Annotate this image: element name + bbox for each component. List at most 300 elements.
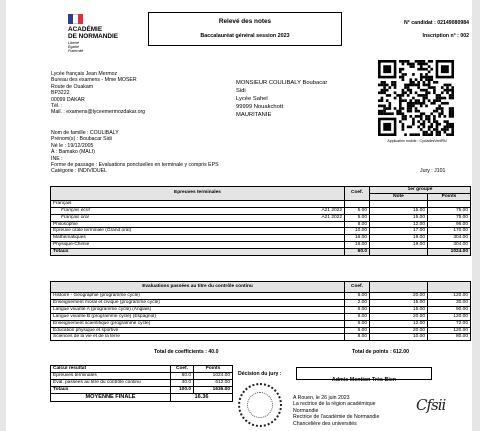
qr-module (381, 97, 384, 100)
qr-module (415, 99, 418, 102)
sender-line: Lycée français Jean Mermoz (51, 71, 118, 77)
qr-module (423, 99, 426, 102)
identity-line: Prénom(s) : Boubacar Sidi (51, 136, 112, 143)
qr-caption: Application mobile : CycladesVerifRN (387, 139, 447, 143)
qr-module (417, 115, 420, 118)
qr-module (399, 70, 402, 73)
qr-module (383, 84, 386, 87)
qr-module (378, 91, 381, 94)
table-header-row (51, 366, 233, 373)
qr-module (433, 120, 436, 123)
qr-module (451, 112, 454, 115)
qr-module (428, 118, 431, 121)
qr-module (438, 123, 441, 126)
table-row (51, 320, 471, 327)
qr-module (451, 133, 454, 136)
qr-module (436, 110, 439, 113)
qr-module (425, 91, 428, 94)
table-header-row (51, 282, 471, 293)
qr-module (407, 110, 410, 113)
qr-module (399, 99, 402, 102)
qr-module (417, 120, 420, 123)
qr-module (423, 68, 426, 71)
qr-module (404, 99, 407, 102)
qr-module (446, 84, 449, 87)
qr-module (417, 81, 420, 84)
qr-module (404, 115, 407, 118)
qr-module (407, 84, 410, 87)
qr-module (383, 112, 386, 115)
qr-module (425, 118, 428, 121)
qr-module (383, 105, 386, 108)
average-value: 16.36 (171, 393, 233, 401)
qr-module (444, 97, 447, 100)
qr-module (415, 60, 418, 63)
qr-module (423, 63, 426, 66)
qr-module (409, 81, 412, 84)
qr-module (446, 126, 449, 129)
points-cell (428, 200, 471, 207)
decision-box (296, 367, 432, 383)
qr-module (425, 105, 428, 108)
logo (68, 14, 128, 62)
qr-module (446, 133, 449, 136)
subject-cell: Langue vivante A (programme cycle) (Anglais) (51, 306, 345, 313)
qr-module (444, 131, 447, 134)
subject-cell: Français (51, 200, 345, 207)
qr-module (430, 123, 433, 126)
qr-module (412, 63, 415, 66)
qr-module (441, 86, 444, 89)
qr-module (451, 115, 454, 118)
subject-cell: Mathématiques (51, 235, 345, 242)
qr-module (451, 107, 454, 110)
points-cell: 120.00 (428, 327, 471, 334)
qr-module (402, 107, 405, 110)
sender-line: Mail. : examens@lyceemermozdakar.org (51, 109, 146, 116)
result-total-label: Totaux (51, 386, 171, 393)
qr-module (438, 131, 441, 134)
points-cell: 120.00 (428, 313, 471, 320)
qr-module (430, 68, 433, 71)
qr-module (399, 102, 402, 105)
note-cell: 20.00 (370, 293, 428, 300)
qr-module (402, 128, 405, 131)
coef-cell: 6.00 (345, 327, 370, 334)
qr-module (415, 84, 418, 87)
qr-module (404, 133, 407, 136)
qr-module (399, 110, 402, 113)
qr-module (438, 112, 441, 115)
qr-module (441, 110, 444, 113)
total-row (51, 386, 233, 393)
coef-cell: 16.00 (345, 242, 370, 249)
cc-coef-header: Coef. (345, 282, 370, 293)
qr-module (383, 107, 386, 110)
points-cell: 80.00 (428, 334, 471, 341)
subject-cell: Enseignement scientifique (programme cycle) (51, 320, 345, 327)
sender-line: Bureau des examens - Mme MOSER (51, 77, 137, 84)
qr-module (391, 81, 394, 84)
qr-module (415, 110, 418, 113)
qr-module (425, 73, 428, 76)
result-total-points: 1636.00 (194, 386, 233, 393)
qr-module (402, 94, 405, 97)
qr-module (449, 126, 452, 129)
note-cell: 20.00 (370, 313, 428, 320)
qr-module (423, 102, 426, 105)
total-note-empty (370, 249, 428, 256)
signature-line: Chancelière des universités (293, 420, 357, 427)
qr-module (436, 94, 439, 97)
qr-module (430, 102, 433, 105)
qr-module (409, 89, 412, 92)
qr-module (409, 91, 412, 94)
identity-block (51, 130, 219, 175)
subject-cell (51, 207, 345, 214)
subject-cell: Sciences de la vie et de la terre (51, 334, 345, 341)
qr-module (423, 81, 426, 84)
academy-seal (238, 383, 282, 427)
session-tag: A21 2022 (321, 207, 342, 213)
qr-module (409, 126, 412, 129)
qr-module (378, 99, 381, 102)
table-header-row (51, 187, 471, 194)
qr-module (417, 110, 420, 113)
qr-module (381, 99, 384, 102)
qr-module (444, 128, 447, 131)
qr-module (423, 133, 426, 136)
qr-module (383, 110, 386, 113)
qr-module (417, 94, 420, 97)
qr-module (415, 91, 418, 94)
qr-module (386, 84, 389, 87)
qr-module (438, 97, 441, 100)
candidate-number: 02149080984 (437, 20, 469, 26)
qr-module (444, 102, 447, 105)
qr-module (409, 110, 412, 113)
table-row (51, 200, 471, 207)
qr-module (396, 94, 399, 97)
result-table (50, 365, 233, 402)
qr-module (417, 68, 420, 71)
coef-cell: 16.00 (345, 235, 370, 242)
qr-module (446, 123, 449, 126)
note-cell: 10.00 (370, 334, 428, 341)
cc-total-points: Total de points : 612.00 (352, 349, 409, 355)
qr-module (433, 89, 436, 92)
points-cell: 304.00 (428, 235, 471, 242)
qr-module (407, 105, 410, 108)
qr-module (436, 81, 439, 84)
qr-module (420, 63, 423, 66)
qr-module (412, 133, 415, 136)
qr-module (394, 91, 397, 94)
qr-module (420, 102, 423, 105)
qr-module (383, 89, 386, 92)
qr-code (378, 60, 454, 136)
qr-module (402, 63, 405, 66)
qr-module (402, 60, 405, 63)
qr-module (394, 84, 397, 87)
result-label: Epreuves terminales (51, 372, 171, 379)
qr-module (451, 86, 454, 89)
qr-module (430, 112, 433, 115)
sender-line: 00099 DAKAR (51, 96, 85, 103)
qr-module (451, 110, 454, 113)
qr-module (449, 123, 452, 126)
qr-module (428, 133, 431, 136)
qr-module (409, 105, 412, 108)
qr-module (430, 76, 433, 79)
signature-line: A Rouen, le 26 juin 2023 (293, 395, 350, 401)
result-label: Eval. passées au titre du contrôle continu (51, 379, 171, 386)
recipient-line: 99999 Nouakchott (236, 104, 284, 110)
qr-module (423, 60, 426, 63)
table-row (51, 306, 471, 313)
subject-cell: Langue vivante B (programme cycle) (Espagnol) (51, 313, 345, 320)
table-row (51, 207, 471, 214)
motto-liberte: Liberté (68, 41, 79, 45)
candidate-label: N° candidat : (404, 20, 436, 26)
qr-module (436, 133, 439, 136)
qr-module (423, 94, 426, 97)
subject-cell: Physique-Chimie (51, 242, 345, 249)
qr-module (417, 99, 420, 102)
qr-module (412, 81, 415, 84)
result-coef-header: Coef. (171, 366, 194, 373)
qr-module (394, 97, 397, 100)
qr-module (436, 107, 439, 110)
coef-cell (345, 200, 370, 207)
qr-module (428, 91, 431, 94)
table-row (51, 299, 471, 306)
qr-module (399, 60, 402, 63)
note-cell: 15.00 (370, 207, 428, 214)
qr-module (396, 112, 399, 115)
qr-module (420, 68, 423, 71)
identity-line: Né le : 19/12/2005 (51, 142, 94, 149)
sender-address (51, 71, 145, 116)
qr-module (407, 94, 410, 97)
subject-cell: Histoire - Géographie (programme cycle) (51, 293, 345, 300)
qr-module (449, 110, 452, 113)
note-cell: 20.00 (370, 327, 428, 334)
qr-module (420, 128, 423, 131)
sender-line: Tél. : (51, 103, 63, 110)
note-cell: 12.00 (370, 221, 428, 228)
signature-line: Normandie (293, 407, 319, 414)
qr-module (386, 112, 389, 115)
identity-line: Catégorie : INDIVIDUEL (51, 168, 107, 175)
qr-module (388, 112, 391, 115)
recipient-line: MONSIEUR COULIBALY Boubacar (236, 80, 328, 86)
table-row (51, 379, 233, 386)
table-row (51, 242, 471, 249)
qr-module (428, 70, 431, 73)
subject-header: Epreuves terminales (51, 187, 345, 201)
qr-module (425, 78, 428, 81)
identity-line: À : Bamako (MALI) (51, 149, 95, 156)
qr-module (423, 131, 426, 134)
qr-module (428, 86, 431, 89)
qr-module (417, 133, 420, 136)
qr-module (420, 65, 423, 68)
qr-module (399, 97, 402, 100)
result-label-header: Calcul résultat (51, 366, 171, 373)
qr-module (409, 99, 412, 102)
session-tag: A21 2022 (321, 214, 342, 220)
qr-module (388, 94, 391, 97)
qr-module (423, 76, 426, 79)
average-label: MOYENNE FINALE (51, 393, 171, 401)
qr-module (388, 105, 391, 108)
qr-module (446, 128, 449, 131)
inscription-number: 002 (460, 33, 469, 39)
transcript-page (6, 0, 472, 431)
coef-cell: 6.00 (345, 293, 370, 300)
qr-module (381, 91, 384, 94)
qr-module (428, 128, 431, 131)
qr-module (436, 128, 439, 131)
inscription-line (373, 33, 469, 39)
qr-module (444, 126, 447, 129)
qr-module (451, 123, 454, 126)
qr-module (433, 86, 436, 89)
subject-cell: Enseignement moral et civique (programme cycle) (51, 299, 345, 306)
qr-module (436, 120, 439, 123)
points-cell: 72.00 (428, 320, 471, 327)
title-box (148, 12, 342, 46)
qr-module (428, 76, 431, 79)
qr-module (388, 102, 391, 105)
qr-module (420, 112, 423, 115)
qr-module (449, 97, 452, 100)
qr-module (423, 84, 426, 87)
qr-module (386, 89, 389, 92)
logo-line2: DE NORMANDIE (68, 33, 119, 40)
qr-module (451, 89, 454, 92)
points-cell: 304.00 (428, 242, 471, 249)
table-row (51, 214, 471, 221)
result-total-coef: 100.0 (171, 386, 194, 393)
note-cell: 19.00 (370, 242, 428, 249)
qr-module (407, 60, 410, 63)
qr-module (415, 107, 418, 110)
jury-number: Jury : J101 (420, 168, 446, 174)
qr-module (381, 81, 384, 84)
qr-module (415, 78, 418, 81)
qr-module (449, 112, 452, 115)
cc-subject-header: Evaluations passées au titre du contrôle continu (51, 282, 345, 293)
qr-module (383, 65, 391, 73)
qr-module (402, 91, 405, 94)
result-coef: 40.0 (171, 379, 194, 386)
result-points: 612.00 (194, 379, 233, 386)
cc-note-header (370, 282, 428, 293)
signature-line: Rectrice de l'académie de Normandie (293, 414, 380, 421)
qr-module (430, 131, 433, 134)
page-title: Relevé des notes (218, 18, 272, 25)
coef-cell: 6.00 (345, 306, 370, 313)
qr-module (423, 89, 426, 92)
table-row (51, 235, 471, 242)
signature-line: La rectrice de la région académique (293, 401, 376, 408)
qr-module (412, 97, 415, 100)
table-row (51, 327, 471, 334)
qr-module (383, 123, 391, 131)
qr-module (394, 81, 397, 84)
qr-module (441, 107, 444, 110)
qr-module (425, 133, 428, 136)
qr-module (433, 99, 436, 102)
points-cell: 75.00 (428, 214, 471, 221)
qr-module (441, 65, 449, 73)
qr-module (417, 86, 420, 89)
qr-module (425, 89, 428, 92)
qr-module (423, 126, 426, 129)
note-cell: 15.00 (370, 299, 428, 306)
qr-module (441, 128, 444, 131)
qr-module (402, 68, 405, 71)
qr-module (449, 84, 452, 87)
table-row (51, 372, 233, 379)
coef-cell: 6.00 (345, 313, 370, 320)
qr-module (446, 91, 449, 94)
qr-module (402, 112, 405, 115)
qr-module (446, 86, 449, 89)
qr-module (449, 89, 452, 92)
qr-module (378, 112, 381, 115)
qr-module (420, 123, 423, 126)
qr-module (399, 68, 402, 71)
result-coef: 60.0 (171, 372, 194, 379)
qr-module (404, 60, 407, 63)
average-row (51, 393, 233, 401)
qr-module (402, 89, 405, 92)
qr-module (433, 118, 436, 121)
total-label: Totaux (51, 249, 345, 256)
qr-module (444, 120, 447, 123)
subject-text: Français oral (61, 214, 89, 220)
qr-module (433, 115, 436, 118)
subject-text: Français écrit (61, 207, 90, 213)
qr-module (433, 91, 436, 94)
qr-module (402, 78, 405, 81)
qr-module (438, 105, 441, 108)
qr-module (407, 89, 410, 92)
recipient-line: Sidi (236, 88, 246, 94)
qr-module (430, 86, 433, 89)
qr-module (407, 63, 410, 66)
qr-module (433, 110, 436, 113)
qr-module (407, 102, 410, 105)
qr-module (402, 123, 405, 126)
qr-module (428, 99, 431, 102)
cc-points-header (428, 282, 471, 293)
points-cell: 120.00 (428, 293, 471, 300)
qr-module (412, 73, 415, 76)
session-title: Baccalauréat général session 2023 (200, 33, 290, 39)
qr-module (402, 118, 405, 121)
qr-module (430, 60, 433, 63)
qr-module (425, 115, 428, 118)
qr-module (417, 60, 420, 63)
qr-module (433, 102, 436, 105)
recipient-line: MAURITANIE (236, 112, 272, 118)
qr-module (449, 115, 452, 118)
sender-line: Route de Ouakam (51, 83, 94, 90)
